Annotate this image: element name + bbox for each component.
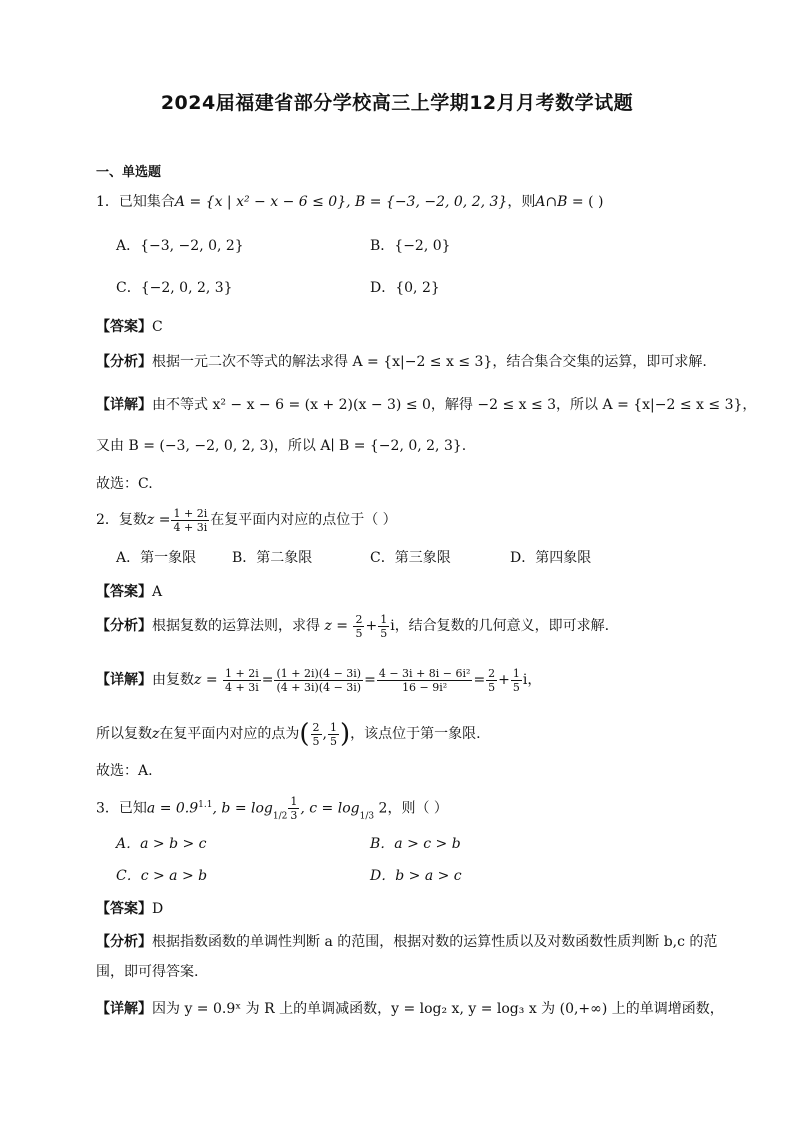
- document-title: 2024届福建省部分学校高三上学期12月月考数学试题: [160, 92, 634, 114]
- q2-stem-fraction: [171, 507, 209, 534]
- q1-stem-then: ，则: [507, 194, 536, 210]
- answer-label: 【答案】: [96, 584, 152, 600]
- q2-option-c: C．第三象限: [370, 550, 451, 566]
- q2-detail-frac4-den: 5: [488, 680, 496, 694]
- q1-analysis: [96, 352, 707, 372]
- q2-detail-frac1-num: 1 + 2i: [225, 666, 259, 680]
- q3-stem-prefix: 3．已知: [96, 800, 147, 817]
- q3-option-c: C．c > a > b: [116, 868, 208, 884]
- q2-option-a: A．第一象限: [116, 550, 197, 566]
- q2-analysis-z: z =: [324, 618, 349, 634]
- q2-detail-frac5-den: 5: [512, 680, 520, 694]
- q1-option-d: D．{0, 2}: [370, 280, 440, 296]
- q2-stem-numerator: 1 + 2i: [173, 506, 208, 520]
- q3-stem-frac: [288, 795, 299, 822]
- q2-analysis-frac1-num: 2: [355, 612, 363, 626]
- q2-analysis-frac2-num: 1: [380, 612, 388, 626]
- q1-answer: [96, 317, 163, 337]
- q2-detail-frac3: [377, 667, 473, 694]
- q3-option-d: D．b > a > c: [370, 868, 462, 884]
- q3-stem-frac-den: 3: [290, 809, 298, 823]
- q1-analysis-text: 根据一元二次不等式的解法求得 A = {x|−2 ≤ x ≤ 3}，结合集合交集的运算，即可求解.: [152, 354, 707, 370]
- q2-analysis-frac2: [378, 613, 389, 640]
- q2-detail-frac4-num: 2: [488, 666, 496, 680]
- q2-analysis-plus: +: [365, 618, 378, 634]
- q2-detail-frac1: [223, 667, 261, 694]
- q3-stem-base1: 1/2: [272, 811, 288, 822]
- q3-analysis-text1: 根据指数函数的单调性判断 a 的范围，根据对数的运算性质以及对数函数性质判断 b,c 的范: [152, 934, 718, 950]
- q3-option-b: B．a > c > b: [370, 836, 461, 852]
- q2-detail-frac5-num: 1: [512, 666, 520, 680]
- q2-detail-line2: [96, 716, 481, 752]
- q2-choose-value: A.: [138, 763, 153, 779]
- q2-analysis-i: i: [390, 618, 395, 634]
- q2-detail-end: i，: [522, 672, 542, 688]
- q1-answer-value: C: [152, 319, 163, 335]
- choose-label: 故选：: [96, 476, 138, 492]
- q3-answer-value: D: [152, 901, 164, 917]
- q2-detail2-z: z: [152, 726, 160, 742]
- q2-stem-suffix: 在复平面内对应的点位于（ ）: [210, 512, 397, 528]
- q2-detail-eq1: =: [261, 672, 274, 688]
- choose-label: 故选：: [96, 763, 138, 779]
- q2-analysis-text: 根据复数的运算法则，求得: [152, 618, 320, 634]
- q3-answer: [96, 899, 163, 919]
- q2-detail-eq2: =: [364, 672, 376, 688]
- q2-detail-prefix: 由复数: [152, 672, 194, 688]
- right-paren: ): [340, 719, 351, 749]
- q2-point-frac1-den: 5: [312, 734, 320, 748]
- q2-analysis-frac1-den: 5: [355, 626, 363, 640]
- q2-stem: [96, 506, 397, 534]
- q2-detail-frac2-num: (1 + 2i)(4 − 3i): [276, 666, 362, 680]
- q1-stem: [96, 192, 604, 212]
- q2-point-frac2-num: 1: [330, 720, 337, 734]
- q1-option-c: C．{−2, 0, 2, 3}: [116, 280, 233, 296]
- q2-detail-line1: [96, 660, 541, 700]
- q3-stem-exponent: 1.1: [198, 800, 213, 810]
- q2-detail-frac2-den: (4 + 3i)(4 − 3i): [276, 680, 362, 694]
- q2-answer-value: A: [152, 584, 163, 600]
- q2-point-frac1-num: 2: [312, 720, 320, 734]
- q1-detail-line2: 又由 B = (−3, −2, 0, 2, 3)，所以 A∣ B = {−2, 0, 2, 3}.: [96, 438, 467, 454]
- analysis-label: 【分析】: [96, 934, 152, 950]
- q2-stem-prefix: 2．复数: [96, 512, 147, 528]
- q1-stem-intersection: A∩B: [535, 194, 568, 210]
- q2-point-comma: ,: [322, 726, 327, 742]
- q1-detail-line1: [96, 395, 756, 415]
- q2-detail2-prefix: 所以复数: [96, 726, 152, 742]
- detail-label: 【详解】: [96, 672, 152, 688]
- q3-stem-b: , b = log: [212, 800, 273, 817]
- q2-analysis: [96, 612, 609, 640]
- q2-detail-frac2: [274, 667, 363, 694]
- analysis-label: 【分析】: [96, 354, 152, 370]
- q3-stem-c: , c = log: [300, 800, 360, 817]
- q2-detail-z: z =: [194, 672, 218, 688]
- q2-option-b: B．第二象限: [232, 550, 313, 566]
- q2-detail2-mid: 在复平面内对应的点为: [159, 726, 300, 742]
- q3-stem-two: 2: [374, 800, 388, 817]
- left-paren: (: [299, 719, 310, 749]
- q2-option-d: D．第四象限: [510, 550, 592, 566]
- answer-label: 【答案】: [96, 319, 152, 335]
- q2-stem-denominator: 4 + 3i: [173, 520, 208, 534]
- q3-detail-text: 因为 y = 0.9ˣ 为 R 上的单调减函数，y = log₂ x, y = log₃ x 为 (0,+∞) 上的单调增函数，: [152, 1001, 724, 1017]
- q3-stem-base2: 1/3: [359, 811, 375, 822]
- q2-choose: [96, 761, 153, 781]
- q2-detail-frac3-num: 4 − 3i + 8i − 6i²: [378, 666, 471, 680]
- q2-point-frac2: [328, 721, 339, 748]
- detail-label: 【详解】: [96, 1001, 152, 1017]
- q1-stem-sets: A = {x | x² − x − 6 ≤ 0}, B = {−3, −2, 0, 2, 3}: [174, 194, 508, 210]
- q2-stem-z: z =: [146, 512, 171, 528]
- q2-detail-frac4: [486, 667, 497, 694]
- q1-stem-prefix: 1．已知集合: [96, 194, 175, 210]
- q3-detail: [96, 999, 724, 1019]
- q2-detail-frac3-den: 16 − 9i²: [402, 680, 448, 694]
- q2-detail-plus: +: [498, 672, 510, 688]
- q2-point-frac2-den: 5: [330, 734, 337, 748]
- q2-detail-frac5: [511, 667, 522, 694]
- q2-answer: [96, 582, 162, 602]
- q3-option-a: A．a > b > c: [116, 836, 207, 852]
- section-heading: 一、单选题: [96, 165, 162, 180]
- q3-stem-suffix: ，则（ ）: [387, 800, 448, 817]
- q1-choose-value: C.: [138, 476, 153, 492]
- answer-label: 【答案】: [96, 901, 152, 917]
- q3-stem-a: a = 0.9: [146, 800, 199, 817]
- q1-detail-text1: 由不等式 x² − x − 6 = (x + 2)(x − 3) ≤ 0，解得 −2 ≤ x ≤ 3，所以 A = {x|−2 ≤ x ≤ 3}，: [152, 397, 757, 413]
- detail-label: 【详解】: [96, 397, 152, 413]
- q3-stem: [96, 790, 448, 832]
- q2-analysis-frac2-den: 5: [380, 626, 388, 640]
- q2-detail-frac1-den: 4 + 3i: [225, 680, 259, 694]
- q2-analysis-suffix: ，结合复数的几何意义，即可求解.: [394, 618, 610, 634]
- q2-analysis-frac1: [353, 613, 364, 640]
- q1-choose: [96, 474, 153, 494]
- q1-stem-paren: = ( ): [567, 194, 604, 210]
- q2-detail-eq3: =: [473, 672, 486, 688]
- q3-stem-frac-num: 1: [290, 795, 298, 809]
- q3-analysis-line2: 围，即可得答案.: [96, 964, 199, 980]
- q2-point-frac1: [311, 721, 322, 748]
- q1-option-a: A．{−3, −2, 0, 2}: [116, 238, 244, 254]
- q2-detail2-suffix: ，该点位于第一象限.: [350, 726, 481, 742]
- q3-analysis-line1: [96, 932, 717, 952]
- q1-option-b: B．{−2, 0}: [370, 238, 451, 254]
- analysis-label: 【分析】: [96, 618, 152, 634]
